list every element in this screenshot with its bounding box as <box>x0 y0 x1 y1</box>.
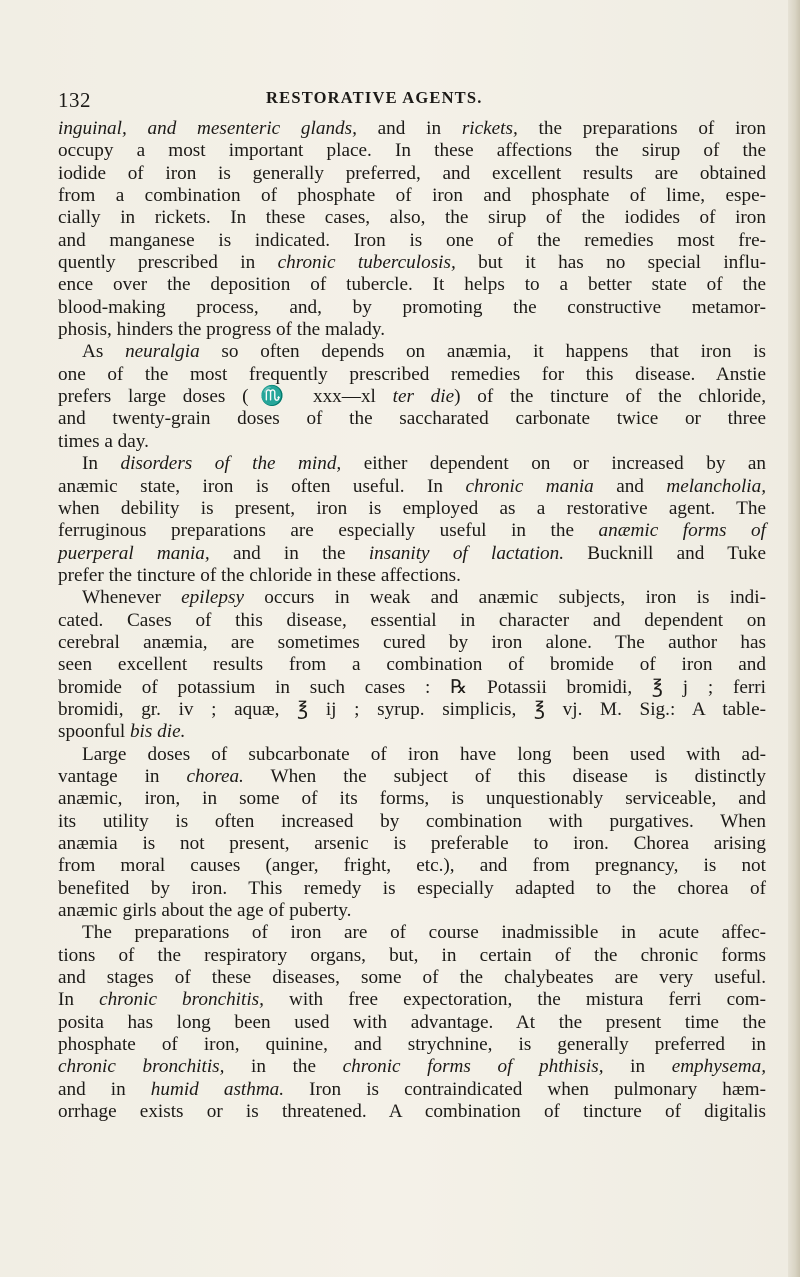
text-run: vantage in <box>58 765 187 787</box>
text-run: ) of the tincture of the chloride, <box>454 386 766 408</box>
text-run: anæmic, iron, in some of its forms, is unquestionably serviceable, and <box>58 788 766 810</box>
text-run: Iron is contraindicated when pulmonary hæm- <box>284 1078 766 1100</box>
italic-term: ter die <box>392 386 455 408</box>
text-run: and in <box>356 118 462 139</box>
text-run: In <box>58 989 100 1011</box>
text-run: blood-making process, and, by promoting the constructive metamor- <box>58 296 766 318</box>
italic-term: chronic forms of phthisis, <box>342 1056 604 1078</box>
text-run: In <box>82 453 121 475</box>
text-line <box>58 766 766 788</box>
text-line <box>58 610 766 632</box>
text-line <box>58 654 766 676</box>
text-line <box>58 811 766 833</box>
text-run: prefer the tincture of the chloride in these affections. <box>58 564 461 586</box>
italic-term: chorea. <box>186 765 244 787</box>
text-line <box>58 498 766 520</box>
page-header <box>58 86 758 112</box>
text-run: seen excellent results from a combination of bromide of iron and <box>58 654 766 676</box>
text-line <box>58 319 766 341</box>
text-run: When the subject of this disease is distinctly <box>243 765 766 787</box>
text-line <box>58 274 766 296</box>
text-run: ferruginous preparations are especially useful in the <box>58 520 599 542</box>
italic-term: chronic bronchitis, <box>99 989 264 1011</box>
text-run: so often depends on anæmia, it happens that iron is <box>199 341 766 363</box>
text-run: occupy a most important place. In these affections the sirup of the <box>58 140 766 162</box>
italic-term: chronic tuberculosis, <box>277 252 456 274</box>
text-line <box>58 945 766 967</box>
text-run: from a combination of phosphate of iron and phosphate of lime, espe- <box>58 185 766 207</box>
text-line <box>58 1101 766 1123</box>
text-run: times a day. <box>58 430 149 452</box>
text-run: cated. Cases of this disease, essential in character and dependent on <box>58 609 766 631</box>
text-line <box>58 408 766 430</box>
text-run: cerebral anæmia, are sometimes cured by iron alone. The author has <box>58 631 766 653</box>
text-run: anæmic girls about the age of puberty. <box>58 900 352 922</box>
italic-term: bis die. <box>129 721 186 743</box>
text-line <box>58 900 766 922</box>
page-edge <box>788 0 800 1277</box>
text-run: ence over the deposition of tubercle. It helps to a better state of the <box>58 274 766 296</box>
text-run: and in <box>58 1078 151 1100</box>
italic-term: emphysema, <box>671 1056 766 1078</box>
text-line <box>58 721 766 743</box>
text-line <box>58 632 766 654</box>
text-run: Whenever <box>82 587 182 609</box>
text-run: prefers large doses (♏ xxx—xl <box>58 386 393 408</box>
italic-term: chronic mania <box>465 475 594 497</box>
text-run: with free expectoration, the mistura ferri com- <box>263 989 766 1011</box>
running-head: RESTORATIVE AGENTS. <box>266 88 483 107</box>
text-run: As <box>82 341 126 363</box>
text-run: quently prescribed in <box>58 252 278 274</box>
italic-term: chronic bronchitis, <box>58 1056 225 1078</box>
italic-term: anæmic forms of <box>598 520 766 542</box>
text-run: and in the <box>209 542 369 564</box>
text-run: Bucknill and Tuke <box>564 542 766 564</box>
text-line <box>58 453 766 475</box>
text-run: the preparations of iron <box>517 118 766 139</box>
text-run: bromide of potassium in such cases : ℞ Potassii bromidi, ℥ j ; ferri <box>58 676 766 698</box>
italic-term: epilepsy <box>181 587 244 609</box>
text-line <box>58 118 766 140</box>
text-run: phosis, hinders the progress of the malady. <box>58 319 386 341</box>
text-run: benefited by iron. This remedy is especially adapted to the chorea of <box>58 877 766 899</box>
text-run: its utility is often increased by combination with purgatives. When <box>58 810 766 832</box>
text-line <box>58 252 766 274</box>
italic-term: inguinal, and mesenteric glands, <box>58 118 357 139</box>
text-line <box>58 476 766 498</box>
text-run: anæmia is not present, arsenic is preferable to iron. Chorea arising <box>58 833 766 854</box>
text-line <box>58 431 766 453</box>
text-line <box>58 207 766 229</box>
text-run: either dependent on or increased by an <box>341 453 767 475</box>
text-run: cially in rickets. In these cases, also, the sirup of the iodides of iron <box>58 207 766 229</box>
text-line <box>58 543 766 565</box>
text-run: when debility is present, iron is employed as a restorative agent. The <box>58 497 766 519</box>
italic-term: melancholia, <box>666 475 766 497</box>
text-line <box>58 922 766 944</box>
text-line <box>58 833 766 855</box>
text-line <box>58 1034 766 1056</box>
text-run: in the <box>224 1056 343 1078</box>
italic-term: humid asthma. <box>150 1078 285 1100</box>
text-run: and stages of these diseases, some of the chalybeates are very useful. <box>58 967 766 989</box>
text-line <box>58 1079 766 1101</box>
text-run: spoonful <box>58 721 130 743</box>
text-run: The preparations of iron are of course inadmissible in acute affec- <box>82 922 766 944</box>
text-run: orrhage exists or is threatened. A combination of tincture of digitalis <box>58 1101 766 1123</box>
text-line <box>58 341 766 363</box>
italic-term: disorders of the mind, <box>120 453 342 475</box>
text-line <box>58 744 766 766</box>
text-run: posita has long been used with advantage. At the present time the <box>58 1011 766 1033</box>
text-run: phosphate of iron, quinine, and strychnine, is generally preferred in <box>58 1034 766 1056</box>
text-line <box>58 587 766 609</box>
text-line <box>58 185 766 207</box>
text-line <box>58 364 766 386</box>
text-run: anæmic state, iron is often useful. In <box>58 475 466 497</box>
text-line <box>58 788 766 810</box>
text-line <box>58 163 766 185</box>
text-run: occurs in weak and anæmic subjects, iron is indi- <box>244 587 766 609</box>
text-run: in <box>603 1056 672 1078</box>
text-run: and manganese is indicated. Iron is one of the remedies most fre- <box>58 229 766 251</box>
text-line <box>58 140 766 162</box>
italic-term: rickets, <box>461 118 518 139</box>
text-run: iodide of iron is generally preferred, and excellent results are obtained <box>58 162 766 184</box>
text-run: but it has no special influ- <box>455 252 766 274</box>
page-number: 132 <box>58 88 91 112</box>
text-line <box>58 1056 766 1078</box>
text-run: bromidi, gr. iv ; aquæ, ℥ ij ; syrup. simplicis, ℥ vj. M. Sig.: A table- <box>58 698 766 720</box>
italic-term: neuralgia <box>125 341 200 363</box>
text-line <box>58 967 766 989</box>
text-run: from moral causes (anger, fright, etc.), and from pregnancy, is not <box>58 855 766 877</box>
text-run: and <box>593 475 667 497</box>
italic-term: insanity of lactation. <box>368 542 565 564</box>
text-line <box>58 297 766 319</box>
body-text <box>58 118 766 1123</box>
text-line <box>58 878 766 900</box>
text-line <box>58 677 766 699</box>
text-run: and twenty-grain doses of the saccharated carbonate twice or three <box>58 408 766 430</box>
text-line <box>58 855 766 877</box>
text-line <box>58 1012 766 1034</box>
text-line <box>58 989 766 1011</box>
text-run: one of the most frequently prescribed remedies for this disease. Anstie <box>58 363 766 385</box>
text-line <box>58 386 766 408</box>
text-line <box>58 699 766 721</box>
text-run: Large doses of subcarbonate of iron have long been used with ad- <box>82 743 766 765</box>
text-line <box>58 230 766 252</box>
italic-term: puerperal mania, <box>58 542 210 564</box>
text-line <box>58 520 766 542</box>
text-run: tions of the respiratory organs, but, in certain of the chronic forms <box>58 944 766 966</box>
text-line <box>58 565 766 587</box>
